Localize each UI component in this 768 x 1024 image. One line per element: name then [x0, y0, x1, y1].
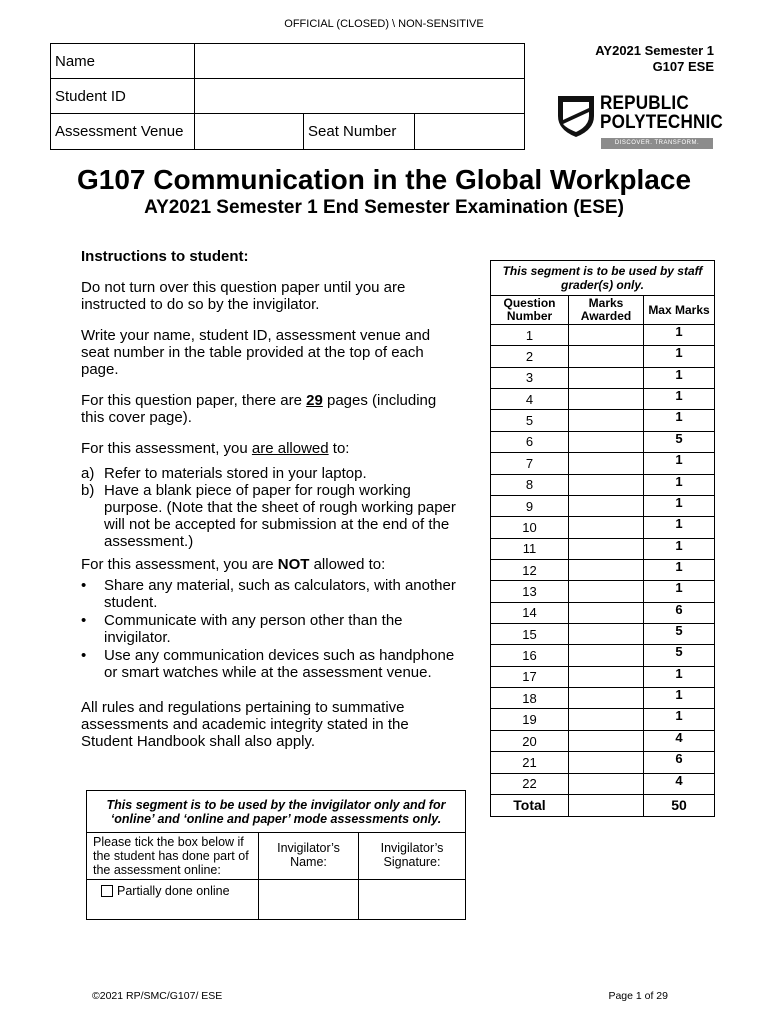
logo-line-2: POLYTECHNIC — [600, 112, 723, 133]
question-number: 1 — [491, 325, 569, 346]
marks-row — [491, 474, 715, 495]
marks-body — [491, 325, 715, 795]
marks-row — [491, 666, 715, 687]
partially-online-cell — [87, 880, 259, 920]
marks-awarded-cell[interactable] — [569, 624, 644, 645]
marks-awarded-cell[interactable] — [569, 666, 644, 687]
seat-label: Seat Number — [304, 114, 414, 149]
total-row — [491, 794, 715, 816]
question-number: 3 — [491, 367, 569, 388]
instruction-p2: Write your name, student ID, assessment venue and seat number in the table provided at the top of each page. — [81, 327, 431, 378]
footer-copyright: ©2021 RP/SMC/G107/ ESE — [92, 990, 223, 1002]
max-marks: 1 — [644, 367, 715, 388]
marks-row — [491, 773, 715, 794]
marks-row — [491, 495, 715, 516]
instructions-heading: Instructions to student: — [81, 248, 249, 265]
max-marks: 5 — [644, 645, 715, 666]
marks-awarded-cell[interactable] — [569, 709, 644, 730]
question-number: 18 — [491, 688, 569, 709]
total-max: 50 — [644, 794, 715, 816]
marks-awarded-cell[interactable] — [569, 538, 644, 559]
max-marks: 1 — [644, 538, 715, 559]
instruction-p5 — [81, 556, 456, 573]
question-number: 13 — [491, 581, 569, 602]
max-marks: 1 — [644, 559, 715, 580]
marks-row — [491, 325, 715, 346]
academic-year-block — [595, 43, 714, 75]
marks-row — [491, 346, 715, 367]
max-marks: 1 — [644, 410, 715, 431]
question-number: 20 — [491, 730, 569, 751]
question-number: 4 — [491, 389, 569, 410]
question-number: 16 — [491, 645, 569, 666]
allowed-emphasis: are allowed — [251, 440, 329, 457]
question-number: 12 — [491, 559, 569, 580]
question-number: 17 — [491, 666, 569, 687]
max-marks: 1 — [644, 709, 715, 730]
p5-post: allowed to: — [309, 556, 386, 573]
marks-segment-note: This segment is to be used by staff grader(s) only. — [491, 261, 715, 296]
marks-awarded-cell[interactable] — [569, 325, 644, 346]
marks-row — [491, 602, 715, 623]
instruction-p4 — [81, 440, 456, 457]
classification-label: OFFICIAL (CLOSED) \ NON-SENSITIVE — [284, 18, 484, 30]
marks-row — [491, 559, 715, 580]
allowed-list — [81, 465, 456, 550]
marks-awarded-cell[interactable] — [569, 367, 644, 388]
marks-awarded-cell[interactable] — [569, 752, 644, 773]
question-number: 6 — [491, 431, 569, 452]
ay-line-1: AY2021 Semester 1 — [595, 43, 714, 58]
total-label: Total — [491, 794, 569, 816]
seat-field[interactable] — [414, 114, 524, 149]
invigilator-segment-note: This segment is to be used by the invigilator only and for ‘online’ and ‘online and paper’ mode assessments only. — [87, 791, 466, 833]
page-count: 29 — [306, 392, 323, 409]
name-field[interactable] — [195, 44, 525, 79]
marks-row — [491, 730, 715, 751]
invigilator-signature-label: Invigilator’s Signature: — [359, 833, 466, 880]
question-number: 9 — [491, 495, 569, 516]
question-number: 2 — [491, 346, 569, 367]
col-max-header: Max Marks — [644, 296, 715, 325]
marks-row — [491, 752, 715, 773]
list-marker: b) — [81, 482, 95, 499]
question-number: 22 — [491, 773, 569, 794]
marks-row — [491, 624, 715, 645]
max-marks: 1 — [644, 389, 715, 410]
footer-page-number: Page 1 of 29 — [608, 990, 668, 1002]
seat-cell — [304, 114, 525, 150]
marks-row — [491, 453, 715, 474]
question-number: 10 — [491, 517, 569, 538]
marks-awarded-cell[interactable] — [569, 581, 644, 602]
republic-polytechnic-logo — [556, 93, 723, 157]
marks-awarded-cell[interactable] — [569, 773, 644, 794]
marks-awarded-cell[interactable] — [569, 602, 644, 623]
marks-awarded-cell[interactable] — [569, 453, 644, 474]
marks-awarded-cell[interactable] — [569, 410, 644, 431]
list-marker: a) — [81, 465, 95, 482]
not-allowed-list — [81, 577, 456, 681]
marks-table — [490, 260, 715, 817]
instruction-p3 — [81, 392, 456, 426]
max-marks: 4 — [644, 730, 715, 751]
p3-pre: For this question paper, there are — [81, 392, 307, 409]
marks-row — [491, 688, 715, 709]
max-marks: 1 — [644, 325, 715, 346]
not-allowed-item — [81, 577, 456, 611]
marks-awarded-cell[interactable] — [569, 346, 644, 367]
question-number: 21 — [491, 752, 569, 773]
student-identity-table — [50, 43, 525, 150]
max-marks: 5 — [644, 624, 715, 645]
allowed-item — [81, 482, 456, 550]
not-emphasis: NOT — [277, 556, 310, 573]
instruction-p1: Do not turn over this question paper until you are instructed to do so by the invigilator. — [81, 279, 406, 313]
max-marks: 4 — [644, 773, 715, 794]
instructions-section — [81, 248, 456, 764]
max-marks: 1 — [644, 495, 715, 516]
max-marks: 6 — [644, 602, 715, 623]
max-marks: 1 — [644, 688, 715, 709]
bullet-icon: • — [81, 612, 87, 629]
checkbox-label: Partially done online — [117, 884, 230, 898]
tick-instruction: Please tick the box below if the student has done part of the assessment online: — [87, 833, 259, 880]
marks-awarded-cell[interactable] — [569, 517, 644, 538]
p4-pre: For this assessment, you — [81, 440, 252, 457]
bullet-icon: • — [81, 647, 87, 664]
page-title: G107 Communication in the Global Workplace — [76, 164, 692, 195]
total-awarded-cell[interactable] — [569, 794, 644, 816]
marks-awarded-cell[interactable] — [569, 474, 644, 495]
invigilator-name-label: Invigilator’s Name: — [259, 833, 359, 880]
list-text: Use any communication devices such as handphone or smart watches while at the assessment venue. — [104, 647, 455, 681]
p3-post: pages (including this cover page). — [81, 392, 437, 426]
question-number: 19 — [491, 709, 569, 730]
question-number: 7 — [491, 453, 569, 474]
page-subtitle: AY2021 Semester 1 End Semester Examination (ESE) — [144, 197, 624, 218]
shield-icon — [556, 94, 596, 138]
not-allowed-item — [81, 612, 456, 646]
name-label: Name — [51, 44, 195, 79]
ay-line-2: G107 ESE — [652, 59, 714, 74]
partially-online-checkbox[interactable] — [101, 885, 113, 897]
max-marks: 5 — [644, 431, 715, 452]
marks-awarded-cell[interactable] — [569, 431, 644, 452]
marks-row — [491, 431, 715, 452]
not-allowed-item — [81, 647, 456, 681]
marks-row — [491, 581, 715, 602]
marks-row — [491, 410, 715, 431]
max-marks: 6 — [644, 752, 715, 773]
allowed-item — [81, 465, 456, 482]
instruction-p6: All rules and regulations pertaining to summative assessments and academic integrity stated in the Student Handbook shall also apply. — [81, 699, 409, 750]
list-text: Refer to materials stored in your laptop. — [104, 465, 367, 482]
invigilator-table — [86, 790, 466, 920]
invigilator-name-field[interactable] — [259, 880, 359, 920]
marks-row — [491, 517, 715, 538]
list-text: Share any material, such as calculators, with another student. — [104, 577, 456, 611]
marks-awarded-cell[interactable] — [569, 559, 644, 580]
marks-awarded-cell[interactable] — [569, 730, 644, 751]
max-marks: 1 — [644, 453, 715, 474]
question-number: 15 — [491, 624, 569, 645]
max-marks: 1 — [644, 346, 715, 367]
marks-row — [491, 389, 715, 410]
invigilator-signature-field[interactable] — [359, 880, 466, 920]
marks-row — [491, 645, 715, 666]
p4-post: to: — [328, 440, 350, 457]
marks-awarded-cell[interactable] — [569, 688, 644, 709]
col-awarded-header: Marks Awarded — [569, 296, 644, 325]
marks-awarded-cell[interactable] — [569, 389, 644, 410]
question-number: 11 — [491, 538, 569, 559]
max-marks: 1 — [644, 581, 715, 602]
marks-row — [491, 538, 715, 559]
logo-wordmark — [600, 94, 723, 132]
p5-pre: For this assessment, you are — [81, 556, 278, 573]
list-text: Communicate with any person other than the invigilator. — [104, 612, 403, 646]
question-number: 14 — [491, 602, 569, 623]
max-marks: 1 — [644, 474, 715, 495]
marks-awarded-cell[interactable] — [569, 495, 644, 516]
bullet-icon: • — [81, 577, 87, 594]
marks-row — [491, 367, 715, 388]
marks-awarded-cell[interactable] — [569, 645, 644, 666]
marks-row — [491, 709, 715, 730]
list-text: Have a blank piece of paper for rough working purpose. (Note that the sheet of rough working paper will not be accepted for submission at the end of the assessment.) — [104, 482, 456, 550]
col-question-header: Question Number — [491, 296, 569, 325]
seat-subtable — [304, 114, 524, 149]
venue-label: Assessment Venue — [51, 114, 195, 150]
logo-line-1: REPUBLIC — [600, 93, 689, 114]
max-marks: 1 — [644, 517, 715, 538]
student-id-label: Student ID — [51, 79, 195, 114]
question-number: 8 — [491, 474, 569, 495]
question-number: 5 — [491, 410, 569, 431]
student-id-field[interactable] — [195, 79, 525, 114]
max-marks: 1 — [644, 666, 715, 687]
venue-field[interactable] — [195, 114, 304, 150]
logo-tagline: DISCOVER. TRANSFORM. ACHIEVE — [601, 138, 713, 149]
